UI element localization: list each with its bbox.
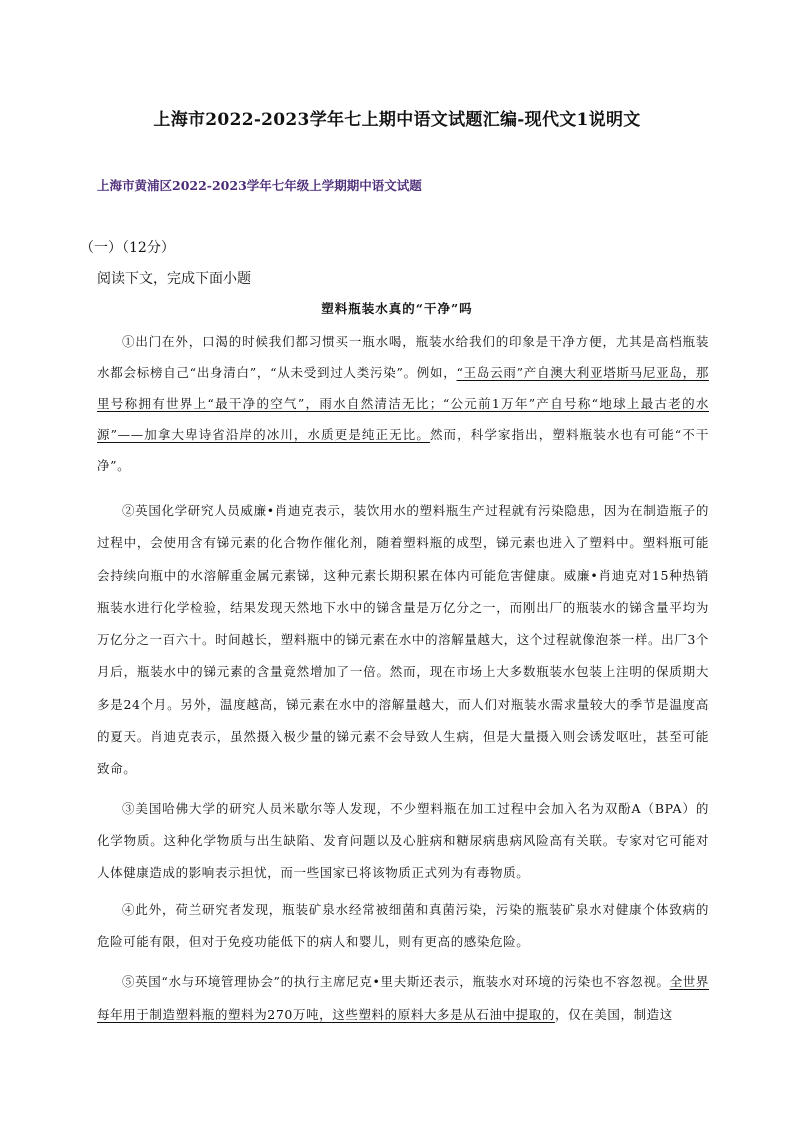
article-body — [97, 326, 709, 1031]
paragraph-1-text: ①出门在外，口渴的时候我们都习惯买一瓶水喝，瓶装水给我们的印象是干净方便，尤其是高档瓶装水都会标榜自己“出身清白”，“从未受到过人类污染”。例如， — [97, 334, 709, 380]
article-title: 塑料瓶装水真的“干净”吗 — [321, 301, 473, 316]
paragraph-1-text-end: 然而，科学家指出，塑料瓶装水也有可能“不干净”。 — [97, 427, 709, 473]
reading-instruction: 阅读下文，完成下面小题 — [97, 271, 251, 287]
exam-source-heading: 上海市黄浦区2022-2023学年七年级上学期期中语文试题 — [97, 178, 422, 193]
paragraph-1 — [97, 326, 709, 481]
paragraph-5-text-end: ，仅在美国，制造这 — [554, 1006, 673, 1022]
paragraph-2: ②英国化学研究人员威廉•肖迪克表示，装饮用水的塑料瓶生产过程就有污染隐患，因为在制造瓶子的过程中，会使用含有锑元素的化合物作催化剂，随着塑料瓶的成型，锑元素也进入了塑料中。塑料瓶可能会持续向瓶中的水溶解重金属元素锑，这种元素长期积累在体内可能危害健康。威廉•肖迪克对15种热销瓶装水进行化学检验，结果发现天然地下水中的锑含量是万亿分之一，而刚出厂的瓶装水的锑含量平均为万亿分之一百六十。时间越长，塑料瓶中的锑元素在水中的溶解量越大，这个过程就像泡茶一样。出厂3个月后，瓶装水中的锑元素的含量竟然增加了一倍。然而，现在市场上大多数瓶装水包装上注明的保质期大多是24个月。另外，温度越高，锑元素在水中的溶解量越大，而人们对瓶装水需求量较大的季节是温度高的夏天。肖迪克表示，虽然摄入极少量的锑元素不会导致人生病，但是大量摄入则会诱发呕吐，甚至可能致命。 — [97, 503, 709, 777]
document-title: 上海市2022-2023学年七上期中语文试题汇编-现代文1说明文 — [153, 110, 641, 130]
section-heading: （一）（12分） — [80, 240, 175, 256]
paragraph-1-underlined-text: “王岛云雨”产自澳大利亚塔斯马尼亚岛，那里号称拥有世界上“最干净的空气”，雨水自然清洁无比；“公元前1万年”产自号称“地球上最古老的水源”——加拿大卑诗省沿岸的冰川，水质更是纯正无比。 — [97, 365, 709, 442]
paragraph-5-text: ⑤英国“水与环境管理协会”的执行主席尼克•里夫斯还表示，瓶装水对环境的污染也不容忽视。 — [122, 973, 670, 989]
paragraph-4: ④此外，荷兰研究者发现，瓶装矿泉水经常被细菌和真菌污染，污染的瓶装矿泉水对健康个体致病的危险可能有限，但对于免疫功能低下的病人和婴儿，则有更高的感染危险。 — [97, 901, 709, 949]
paragraph-5 — [97, 965, 709, 1031]
paragraph-5-underlined-text: 全世界每年用于制造塑料瓶的塑料为270万吨，这些塑料的原料大多是从石油中提取的 — [97, 973, 709, 1022]
paragraph-3: ③美国哈佛大学的研究人员米歇尔等人发现，不少塑料瓶在加工过程中会加入名为双酚A（BPA）的化学物质。这种化学物质与出生缺陷、发育问题以及心脏病和糖尿病患病风险高有关联。专家对它可能对人体健康造成的影响表示担忧，而一些国家已将该物质正式列为有毒物质。 — [97, 800, 709, 880]
